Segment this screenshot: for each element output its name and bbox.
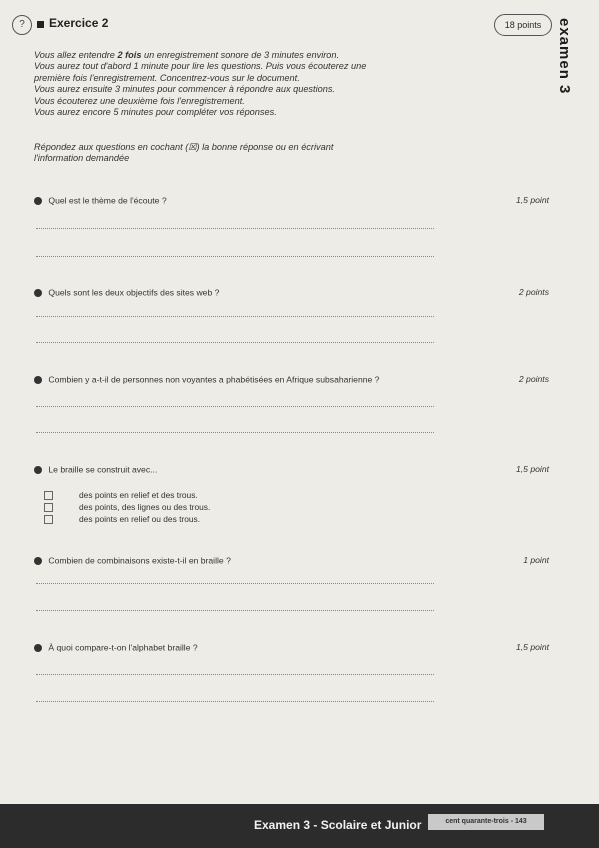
instruction-line: Vous allez entendre 2 fois un enregistrement sonore de 3 minutes environ.	[34, 50, 340, 60]
question-points: 1,5 point	[516, 464, 549, 474]
question-points: 1,5 point	[516, 642, 549, 652]
question-2	[34, 287, 549, 298]
question-label: Quels sont les deux objectifs des sites web ?	[48, 287, 220, 298]
exercise-title: Exercice 2	[49, 16, 109, 30]
answer-line[interactable]	[36, 316, 434, 317]
option-checkbox[interactable]	[44, 491, 53, 500]
option-label: des points en relief ou des trous.	[79, 514, 201, 524]
option-label: des points, des lignes ou des trous.	[79, 502, 211, 512]
question-bullet-icon	[34, 644, 42, 652]
question-bullet-icon	[34, 376, 42, 384]
exercise-header	[12, 14, 542, 40]
side-tab-label: examen 3	[556, 18, 573, 95]
answer-line[interactable]	[36, 701, 434, 702]
answer-options	[44, 489, 210, 525]
option-item[interactable]	[44, 501, 210, 513]
exercise-number-icon: ?	[12, 15, 32, 35]
question-bullet-icon	[34, 289, 42, 297]
question-bullet-icon	[34, 466, 42, 474]
question-3	[34, 374, 549, 385]
answer-line[interactable]	[36, 406, 434, 407]
option-label: des points en relief et des trous.	[79, 490, 198, 500]
question-bullet-icon	[34, 197, 42, 205]
page-number-label: cent quarante-trois - 143	[428, 814, 544, 830]
question-points: 2 points	[518, 287, 549, 297]
question-bullet-icon	[34, 557, 42, 565]
question-label: Quel est le thème de l'écoute ?	[48, 195, 167, 206]
question-label: Combien de combinaisons existe-t-il en braille ?	[48, 555, 231, 566]
question-6	[34, 642, 549, 653]
answer-line[interactable]	[36, 342, 434, 343]
question-points: 1 point	[523, 555, 549, 565]
question-5	[34, 555, 549, 566]
question-label: Combien y a-t-il de personnes non voyantes a phabétisées en Afrique subsaharienne ?	[48, 374, 380, 385]
footer-title: Examen 3 - Scolaire et Junior	[254, 818, 422, 832]
question-points: 1,5 point	[516, 195, 549, 205]
answer-line[interactable]	[36, 228, 434, 229]
question-4	[34, 464, 549, 475]
answer-line[interactable]	[36, 583, 434, 584]
question-1	[34, 195, 549, 206]
answer-line[interactable]	[36, 432, 434, 433]
answer-line[interactable]	[36, 256, 434, 257]
instruction-line: Vous aurez ensuite 3 minutes pour commencer à répondre aux questions.	[34, 84, 335, 95]
question-label: Le braille se construit avec...	[48, 464, 158, 475]
option-item[interactable]	[44, 489, 210, 501]
option-item[interactable]	[44, 513, 210, 525]
option-checkbox[interactable]	[44, 503, 53, 512]
footer-bar	[0, 804, 599, 848]
square-bullet-icon	[37, 21, 44, 28]
instruction-line: Vous aurez tout d'abord 1 minute pour lire les questions. Puis vous écouterez une	[34, 61, 367, 72]
instruction-line: Vous aurez encore 5 minutes pour compléter vos réponses.	[34, 107, 277, 118]
instructions	[34, 50, 504, 118]
answer-line[interactable]	[36, 674, 434, 675]
answer-instructions: Répondez aux questions en cochant (☒) la bonne réponse ou en écrivant l'information demandée	[34, 142, 334, 164]
option-checkbox[interactable]	[44, 515, 53, 524]
instruction-line: première fois l'enregistrement. Concentrez-vous sur le document.	[34, 72, 300, 83]
answer-line[interactable]	[36, 610, 434, 611]
exercise-points-badge: 18 points	[494, 14, 552, 36]
question-points: 2 points	[518, 374, 549, 384]
question-label: À quoi compare-t-on l'alphabet braille ?	[48, 642, 198, 653]
instruction-line: Vous écouterez une deuxième fois l'enregistrement.	[34, 95, 245, 106]
